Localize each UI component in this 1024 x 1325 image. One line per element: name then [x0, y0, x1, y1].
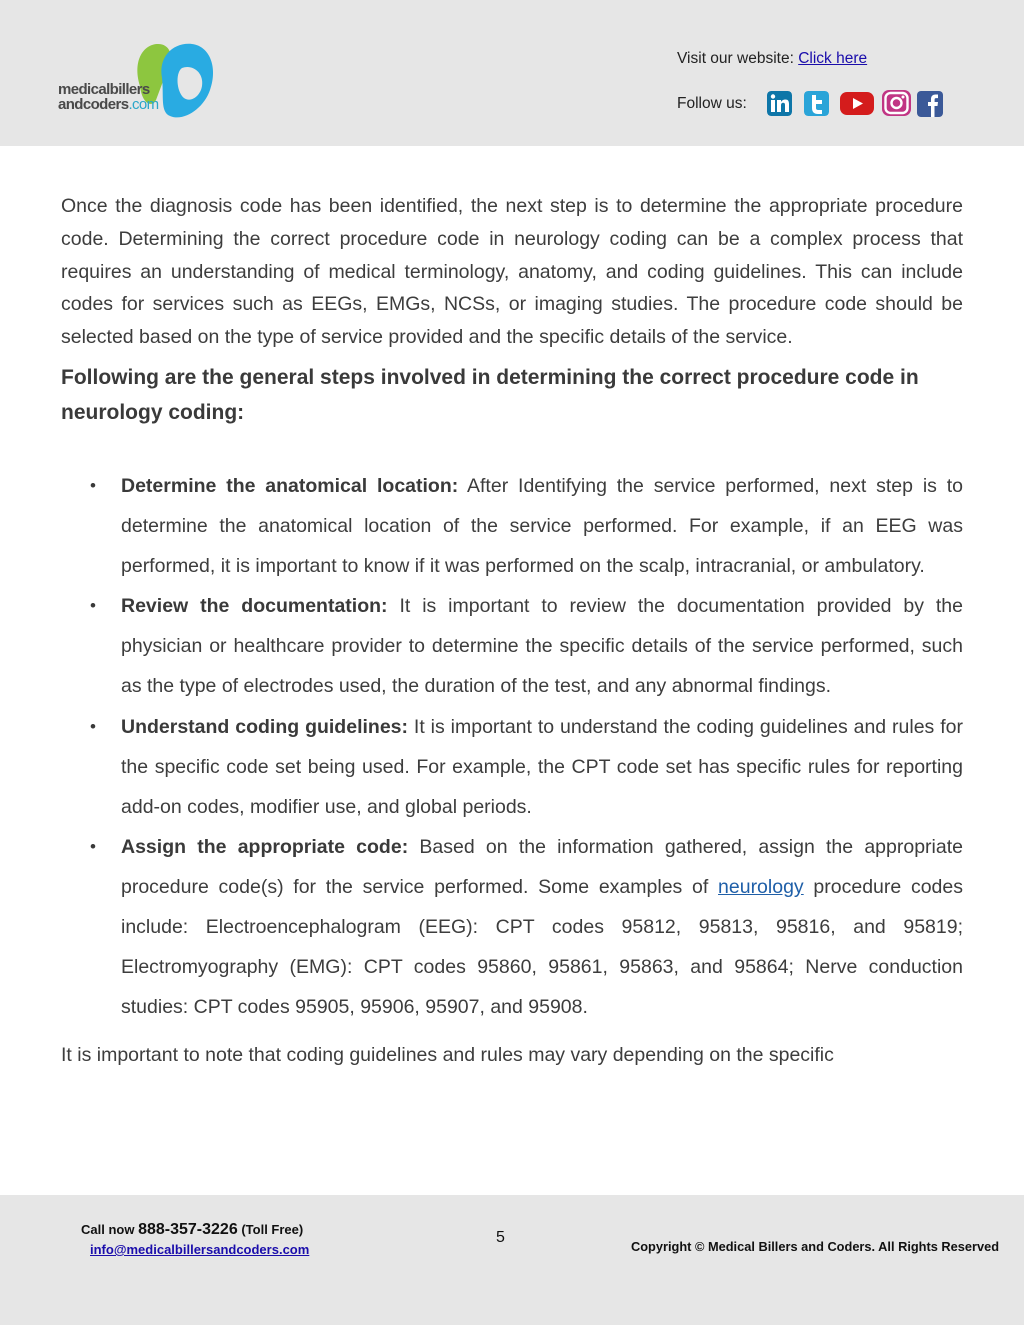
- step-title: Understand coding guidelines:: [121, 715, 408, 738]
- website-link[interactable]: Click here: [798, 50, 868, 67]
- section-heading: Following are the general steps involved in determining the correct procedure code in neurology coding:: [61, 365, 919, 424]
- follow-label: Follow us:: [677, 95, 747, 112]
- step-title: Review the documentation:: [121, 595, 388, 618]
- main-content: [61, 190, 963, 1072]
- step-title: Determine the anatomical location:: [121, 474, 459, 497]
- copyright-text: Copyright © Medical Billers and Coders. All Rights Reserved: [631, 1239, 1000, 1254]
- step-text: Based on the information gathered, assign the appropriate procedure code(s) for the service performed. Some examples of: [121, 835, 963, 898]
- phone-number[interactable]: 888-357-3226: [138, 1221, 238, 1238]
- page-number: 5: [496, 1229, 505, 1246]
- list-item: [121, 586, 963, 706]
- company-logo[interactable]: [58, 38, 228, 122]
- email-line: [90, 1242, 309, 1257]
- facebook-icon[interactable]: [917, 91, 943, 117]
- list-item: [121, 707, 963, 827]
- step-text: After Identifying the service performed, next step is to determine the anatomical location of the service performed. For example, if an EEG was performed, it is important to know if it was performed on the scalp, intracranial, or ambulatory.: [121, 474, 963, 578]
- step-title: Assign the appropriate code:: [121, 835, 409, 858]
- twitter-icon[interactable]: [804, 91, 829, 116]
- linkedin-icon[interactable]: [767, 91, 792, 116]
- visit-website: [677, 50, 867, 68]
- logo-line-1: medicalbillers: [58, 81, 150, 98]
- toll-free-label: (Toll Free): [241, 1222, 304, 1237]
- step-text: It is important to review the documentation provided by the physician or healthcare provider to determine the specific details of the service performed, such as the type of electrodes used, the duration of the test, and any abnormal findings.: [121, 595, 964, 698]
- step-text: procedure codes include: Electroencephalogram (EEG): CPT codes 95812, 95813, 95816, and 95819; Electromyography (EMG): CPT codes 95860, 95861, 95863, and 95864; Nerve conduction studies: CPT codes 95905, 95906, 95907, and 95908.: [121, 875, 963, 1019]
- logo-suffix: .com: [128, 96, 159, 113]
- youtube-icon[interactable]: [840, 91, 874, 116]
- list-item: [121, 827, 963, 1027]
- instagram-icon[interactable]: [881, 89, 912, 117]
- call-now: [81, 1221, 303, 1239]
- logo-line-2: andcoders: [58, 96, 129, 113]
- email-link[interactable]: info@medicalbillersandcoders.com: [90, 1242, 310, 1257]
- visit-label: Visit our website:: [677, 50, 794, 67]
- list-item: [121, 466, 963, 586]
- page-header: [0, 0, 1024, 146]
- closing-paragraph: It is important to note that coding guidelines and rules may vary depending on the specific: [61, 1044, 834, 1067]
- page-footer: [0, 1195, 1024, 1325]
- call-label: Call now: [81, 1222, 135, 1237]
- steps-list: [61, 466, 963, 1027]
- neurology-link[interactable]: neurology: [718, 875, 804, 898]
- step-text: It is important to understand the coding guidelines and rules for the specific code set being used. For example, the CPT code set has specific rules for reporting add-on codes, modifier use, and global periods.: [121, 715, 963, 818]
- intro-paragraph: Once the diagnosis code has been identified, the next step is to determine the appropriate procedure code. Determining the correct procedure code in neurology coding can be a complex process that requires an understanding of medical terminology, anatomy, and coding guidelines. This can include codes for services such as EEGs, EMGs, NCSs, or imaging studies. The procedure code should be selected based on the type of service provided and the specific details of the service.: [61, 195, 963, 349]
- logo-wordmark: [58, 82, 159, 112]
